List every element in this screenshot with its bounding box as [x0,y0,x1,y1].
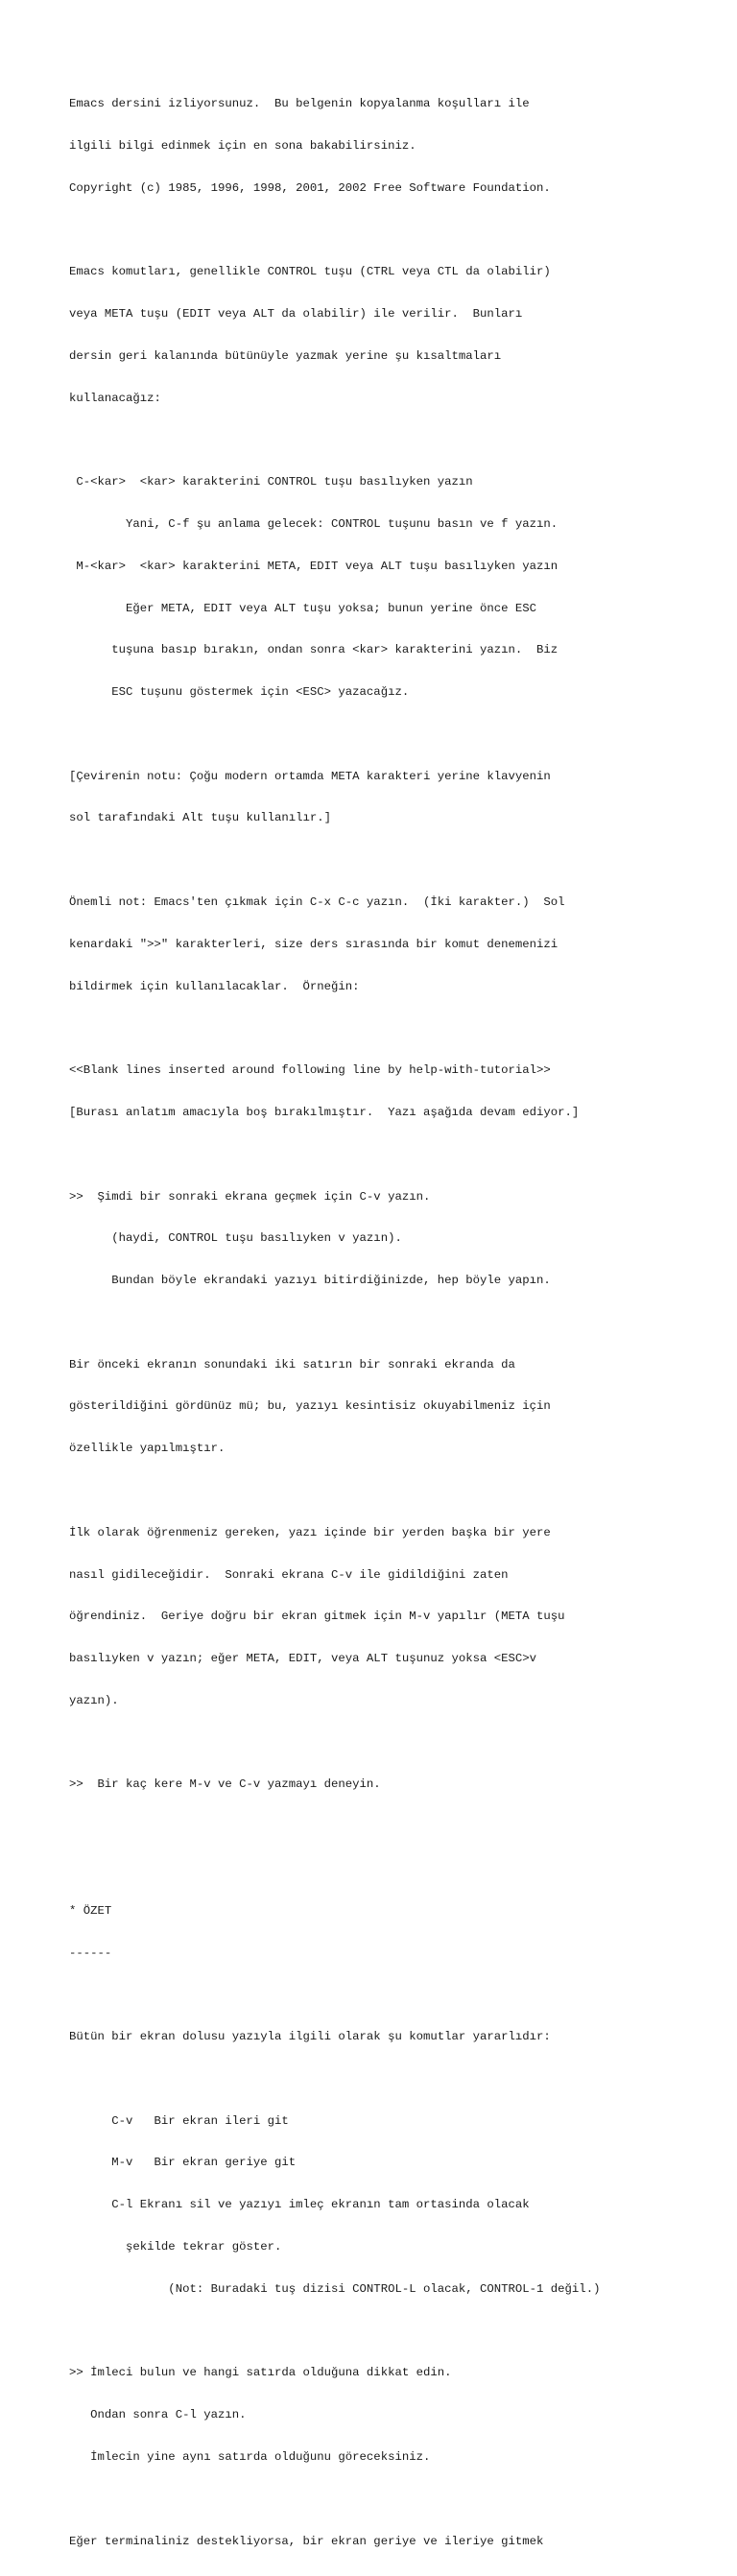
text-line: C-<kar> <kar> karakterini CONTROL tuşu basılıyken yazın [69,475,473,489]
text-line: bildirmek için kullanılacaklar. Örneğin: [69,979,360,993]
text-line: veya META tuşu (EDIT veya ALT da olabilir) ile verilir. Bunları [69,307,523,322]
text-line: ESC tuşunu göstermek için <ESC> yazacağız. [69,685,410,700]
text-line: [Burası anlatım amacıyla boş bırakılmıştır. Yazı aşağıda devam ediyor.] [69,1105,580,1119]
blank-line [69,1820,600,1834]
blank-line [69,2072,600,2087]
blank-line [69,1484,600,1498]
copyright-line: Copyright (c) 1985, 1996, 1998, 2001, 2002 Free Software Foundation. [69,180,551,195]
text-line: nasıl gidileceğidir. Sonraki ekrana C-v ile gidildiğini zaten [69,1567,509,1582]
text-line: ilgili bilgi edinmek için en sona bakabilirsiniz. [69,138,416,153]
translator-note-line: sol tarafındaki Alt tuşu kullanılır.] [69,811,332,825]
text-line: Emacs dersini izliyorsunuz. Bu belgenin kopyalanma koşulları ile [69,97,530,111]
text-line: Eğer terminaliniz destekliyorsa, bir ekran geriye ve ileriye gitmek [69,2534,544,2548]
blank-line [69,224,600,238]
text-line: Eğer META, EDIT veya ALT tuşu yoksa; bunun yerine önce ESC [69,601,537,615]
text-line: dersin geri kalanında bütünüyle yazmak yerine şu kısaltmaları [69,348,502,363]
text-line: tuşuna basıp bırakın, ondan sonra <kar> karakterini yazın. Biz [69,643,559,657]
exercise-line: >> Bir kaç kere M-v ve C-v yazmayı deneyin. [69,1777,381,1792]
text-line: Bütün bir ekran dolusu yazıyla ilgili olarak şu komutlar yararlıdır: [69,2030,551,2044]
text-line: Yani, C-f şu anlama gelecek: CONTROL tuşunu basın ve f yazın. [69,517,559,531]
text-line: Bir önceki ekranın sonundaki iki satırın bir sonraki ekranda da [69,1357,515,1371]
exercise-line: Bundan böyle ekrandaki yazıyı bitirdiğinizde, hep böyle yapın. [69,1274,551,1288]
blank-line [69,727,600,742]
blank-line [69,853,600,868]
blank-line [69,1862,600,1876]
blank-line [69,1148,600,1162]
command-line: şekilde tekrar göster. [69,2240,282,2254]
blank-line [69,2325,600,2339]
exercise-line: (haydi, CONTROL tuşu basılıyken v yazın). [69,1231,402,1246]
text-line: Emacs komutları, genellikle CONTROL tuşu (CTRL veya CTL da olabilir) [69,265,551,279]
exercise-line: >> Şimdi bir sonraki ekrana geçmek için C-v yazın. [69,1189,431,1204]
text-line: kenardaki ">>" karakterleri, size ders sırasında bir komut denemenizi [69,937,559,951]
text-line: Önemli not: Emacs'ten çıkmak için C-x C-c yazın. (İki karakter.) Sol [69,895,565,910]
section-underline: ------ [69,1945,112,1960]
text-line: yazın). [69,1693,119,1707]
exercise-line: Ondan sonra C-l yazın. [69,2408,247,2422]
text-line: basılıyken v yazın; eğer META, EDIT, veya ALT tuşunuz yoksa <ESC>v [69,1652,537,1666]
blank-line [69,1316,600,1330]
text-line: M-<kar> <kar> karakterini META, EDIT veya ALT tuşu basılıyken yazın [69,559,559,573]
text-line: gösterildiğini gördünüz mü; bu, yazıyı kesintisiz okuyabilmeniz için [69,1399,551,1414]
text-line: <<Blank lines inserted around following line by help-with-tutorial>> [69,1063,551,1078]
blank-line [69,2493,600,2507]
section-heading: * ÖZET [69,1903,112,1918]
tutorial-text-body [69,69,600,2576]
command-line: C-l Ekranı sil ve yazıyı imleç ekranın tam ortasinda olacak [69,2198,530,2212]
command-line: C-v Bir ekran ileri git [69,2113,289,2128]
blank-line [69,1988,600,2002]
exercise-line: İmlecin yine aynı satırda olduğunu göreceksiniz. [69,2449,431,2464]
blank-line [69,1021,600,1036]
text-line: özellikle yapılmıştır. [69,1442,226,1456]
exercise-line: >> İmleci bulun ve hangi satırda olduğuna dikkat edin. [69,2366,452,2380]
text-line: İlk olarak öğrenmeniz gereken, yazı içinde bir yerden başka bir yere [69,1525,551,1539]
command-note-line: (Not: Buradaki tuş dizisi CONTROL-L olacak, CONTROL-1 değil.) [69,2281,601,2296]
text-line: kullanacağız: [69,391,161,405]
translator-note-line: [Çevirenin notu: Çoğu modern ortamda META karakteri yerine klavyenin [69,769,551,783]
command-line: M-v Bir ekran geriye git [69,2156,297,2170]
blank-line [69,1736,600,1751]
blank-line [69,433,600,447]
text-line: öğrendiniz. Geriye doğru bir ekran gitmek için M-v yapılır (META tuşu [69,1610,565,1624]
